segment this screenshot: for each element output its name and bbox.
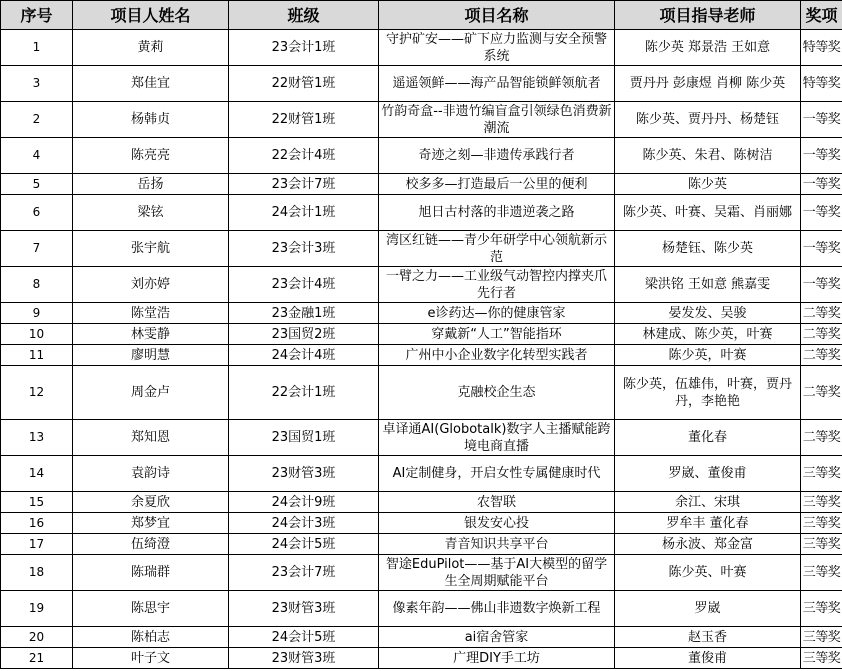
cell-name: 岳扬 [73,174,229,195]
header-row [1,1,842,30]
cell-award: 三等奖 [801,492,842,513]
cell-no: 11 [1,345,73,366]
cell-name: 伍绮澄 [73,534,229,555]
cell-class: 23会计7班 [229,174,379,195]
cell-class: 23会计4班 [229,267,379,303]
cell-award: 一等奖 [801,195,842,231]
cell-project: 穿戴新“人工”智能指环 [379,324,615,345]
cell-award: 三等奖 [801,456,842,492]
table-row [1,627,842,648]
cell-advisor: 陈少英、叶赛 [615,555,801,591]
cell-advisor: 陈少英、叶赛、吴霜、肖丽娜 [615,195,801,231]
cell-name: 刘亦婷 [73,267,229,303]
cell-advisor: 陈少英 郑景浩 王如意 [615,30,801,66]
cell-no: 9 [1,303,73,324]
cell-project: 守护矿安——矿下应力监测与安全预警系统 [379,30,615,66]
cell-name: 林雯静 [73,324,229,345]
cell-award: 三等奖 [801,513,842,534]
cell-project: 农智联 [379,492,615,513]
cell-project: 克融校企生态 [379,366,615,420]
cell-name: 黄莉 [73,30,229,66]
header-no: 序号 [1,1,73,30]
cell-no: 7 [1,231,73,267]
cell-project: 奇迹之刻—非遗传承践行者 [379,138,615,174]
table-row [1,267,842,303]
cell-no: 14 [1,456,73,492]
table-row [1,66,842,102]
cell-project: 竹韵奇盒--非遗竹编盲盒引领绿色消费新潮流 [379,102,615,138]
table-row [1,591,842,627]
cell-advisor: 陈少英 [615,174,801,195]
table-row [1,30,842,66]
cell-name: 周金卢 [73,366,229,420]
cell-class: 23金融1班 [229,303,379,324]
cell-no: 13 [1,420,73,456]
cell-advisor: 晏发发、吴骏 [615,303,801,324]
cell-advisor: 梁洪铭 王如意 熊嘉雯 [615,267,801,303]
cell-advisor: 陈少英，叶赛 [615,345,801,366]
cell-class: 24会计5班 [229,627,379,648]
table-row [1,648,842,669]
cell-class: 24会计3班 [229,513,379,534]
cell-project: 青音知识共享平台 [379,534,615,555]
table-row [1,534,842,555]
cell-class: 22会计1班 [229,366,379,420]
table-row [1,231,842,267]
cell-advisor: 余江、宋琪 [615,492,801,513]
cell-advisor: 陈少英、贾丹丹、杨楚钰 [615,102,801,138]
cell-award: 二等奖 [801,303,842,324]
table-row [1,555,842,591]
cell-name: 廖明慧 [73,345,229,366]
cell-award: 二等奖 [801,345,842,366]
cell-no: 4 [1,138,73,174]
cell-name: 陈瑞群 [73,555,229,591]
header-name: 项目人姓名 [73,1,229,30]
cell-award: 三等奖 [801,555,842,591]
header-project: 项目名称 [379,1,615,30]
cell-award: 一等奖 [801,174,842,195]
cell-name: 郑佳宜 [73,66,229,102]
cell-no: 1 [1,30,73,66]
cell-class: 22财管1班 [229,102,379,138]
cell-project: 湾区红链——青少年研学中心领航新示范 [379,231,615,267]
cell-advisor: 赵玉香 [615,627,801,648]
header-class: 班级 [229,1,379,30]
cell-class: 23财管3班 [229,591,379,627]
cell-name: 张宇航 [73,231,229,267]
cell-name: 陈亮亮 [73,138,229,174]
cell-advisor: 罗崴、董俊甫 [615,456,801,492]
cell-award: 二等奖 [801,366,842,420]
cell-name: 杨韩贞 [73,102,229,138]
cell-class: 22财管1班 [229,66,379,102]
table-row [1,138,842,174]
table-row [1,345,842,366]
cell-award: 一等奖 [801,231,842,267]
cell-class: 23国贸2班 [229,324,379,345]
cell-project: ai宿舍管家 [379,627,615,648]
table-row [1,366,842,420]
table-row [1,420,842,456]
table-row [1,195,842,231]
cell-name: 叶子文 [73,648,229,669]
cell-project: 像素年韵——佛山非遗数字焕新工程 [379,591,615,627]
cell-award: 三等奖 [801,627,842,648]
cell-class: 23会计7班 [229,555,379,591]
cell-award: 二等奖 [801,324,842,345]
cell-project: 智途EduPilot——基于AI大模型的留学生全周期赋能平台 [379,555,615,591]
cell-no: 5 [1,174,73,195]
cell-award: 一等奖 [801,102,842,138]
header-award: 奖项 [801,1,842,30]
cell-no: 17 [1,534,73,555]
cell-no: 20 [1,627,73,648]
table-body [1,30,842,669]
cell-name: 陈柏志 [73,627,229,648]
cell-award: 一等奖 [801,138,842,174]
cell-award: 特等奖 [801,66,842,102]
cell-name: 袁韵诗 [73,456,229,492]
cell-class: 24会计1班 [229,195,379,231]
cell-name: 余夏欣 [73,492,229,513]
cell-award: 二等奖 [801,420,842,456]
cell-award: 一等奖 [801,267,842,303]
cell-award: 三等奖 [801,591,842,627]
header-advisor: 项目指导老师 [615,1,801,30]
table-row [1,174,842,195]
cell-name: 陈思宇 [73,591,229,627]
cell-award: 三等奖 [801,648,842,669]
table-row [1,456,842,492]
cell-advisor: 贾丹丹 彭康煜 肖柳 陈少英 [615,66,801,102]
cell-advisor: 罗牟丰 董化春 [615,513,801,534]
cell-no: 3 [1,66,73,102]
cell-no: 8 [1,267,73,303]
cell-name: 陈堂浩 [73,303,229,324]
cell-no: 19 [1,591,73,627]
cell-project: 广州中小企业数字化转型实践者 [379,345,615,366]
cell-project: 卓译通AI(Globotalk)数字人主播赋能跨境电商直播 [379,420,615,456]
table-row [1,303,842,324]
cell-advisor: 杨楚钰、陈少英 [615,231,801,267]
cell-project: 银发安心投 [379,513,615,534]
cell-no: 21 [1,648,73,669]
cell-class: 24会计5班 [229,534,379,555]
cell-no: 18 [1,555,73,591]
cell-class: 23财管3班 [229,456,379,492]
table-row [1,102,842,138]
cell-advisor: 董化春 [615,420,801,456]
cell-no: 10 [1,324,73,345]
cell-class: 23会计3班 [229,231,379,267]
cell-class: 24会计4班 [229,345,379,366]
cell-advisor: 杨永波、郑金富 [615,534,801,555]
cell-no: 16 [1,513,73,534]
cell-advisor: 陈少英、朱君、陈树洁 [615,138,801,174]
cell-advisor: 董俊甫 [615,648,801,669]
cell-no: 15 [1,492,73,513]
cell-class: 23国贸1班 [229,420,379,456]
cell-award: 特等奖 [801,30,842,66]
cell-name: 梁铉 [73,195,229,231]
cell-project: 旭日古村落的非遗逆袭之路 [379,195,615,231]
table-row [1,492,842,513]
cell-project: 广理DIY手工坊 [379,648,615,669]
cell-no: 6 [1,195,73,231]
table-row [1,324,842,345]
cell-project: 一臂之力——工业级气动智控内撑夹爪先行者 [379,267,615,303]
cell-class: 24会计9班 [229,492,379,513]
cell-advisor: 林建成、陈少英，叶赛 [615,324,801,345]
cell-class: 23会计1班 [229,30,379,66]
cell-project: 校多多—打造最后一公里的便利 [379,174,615,195]
cell-award: 三等奖 [801,534,842,555]
cell-project: e诊药达—你的健康管家 [379,303,615,324]
cell-advisor: 陈少英，伍雄伟，叶赛，贾丹丹，李艳艳 [615,366,801,420]
cell-name: 郑梦宜 [73,513,229,534]
cell-project: 遥遥领鲜——海产品智能锁鲜领航者 [379,66,615,102]
cell-name: 郑知恩 [73,420,229,456]
cell-no: 12 [1,366,73,420]
cell-class: 22会计4班 [229,138,379,174]
cell-no: 2 [1,102,73,138]
cell-project: AI定制健身，开启女性专属健康时代 [379,456,615,492]
cell-advisor: 罗崴 [615,591,801,627]
cell-class: 23财管3班 [229,648,379,669]
table-row [1,513,842,534]
